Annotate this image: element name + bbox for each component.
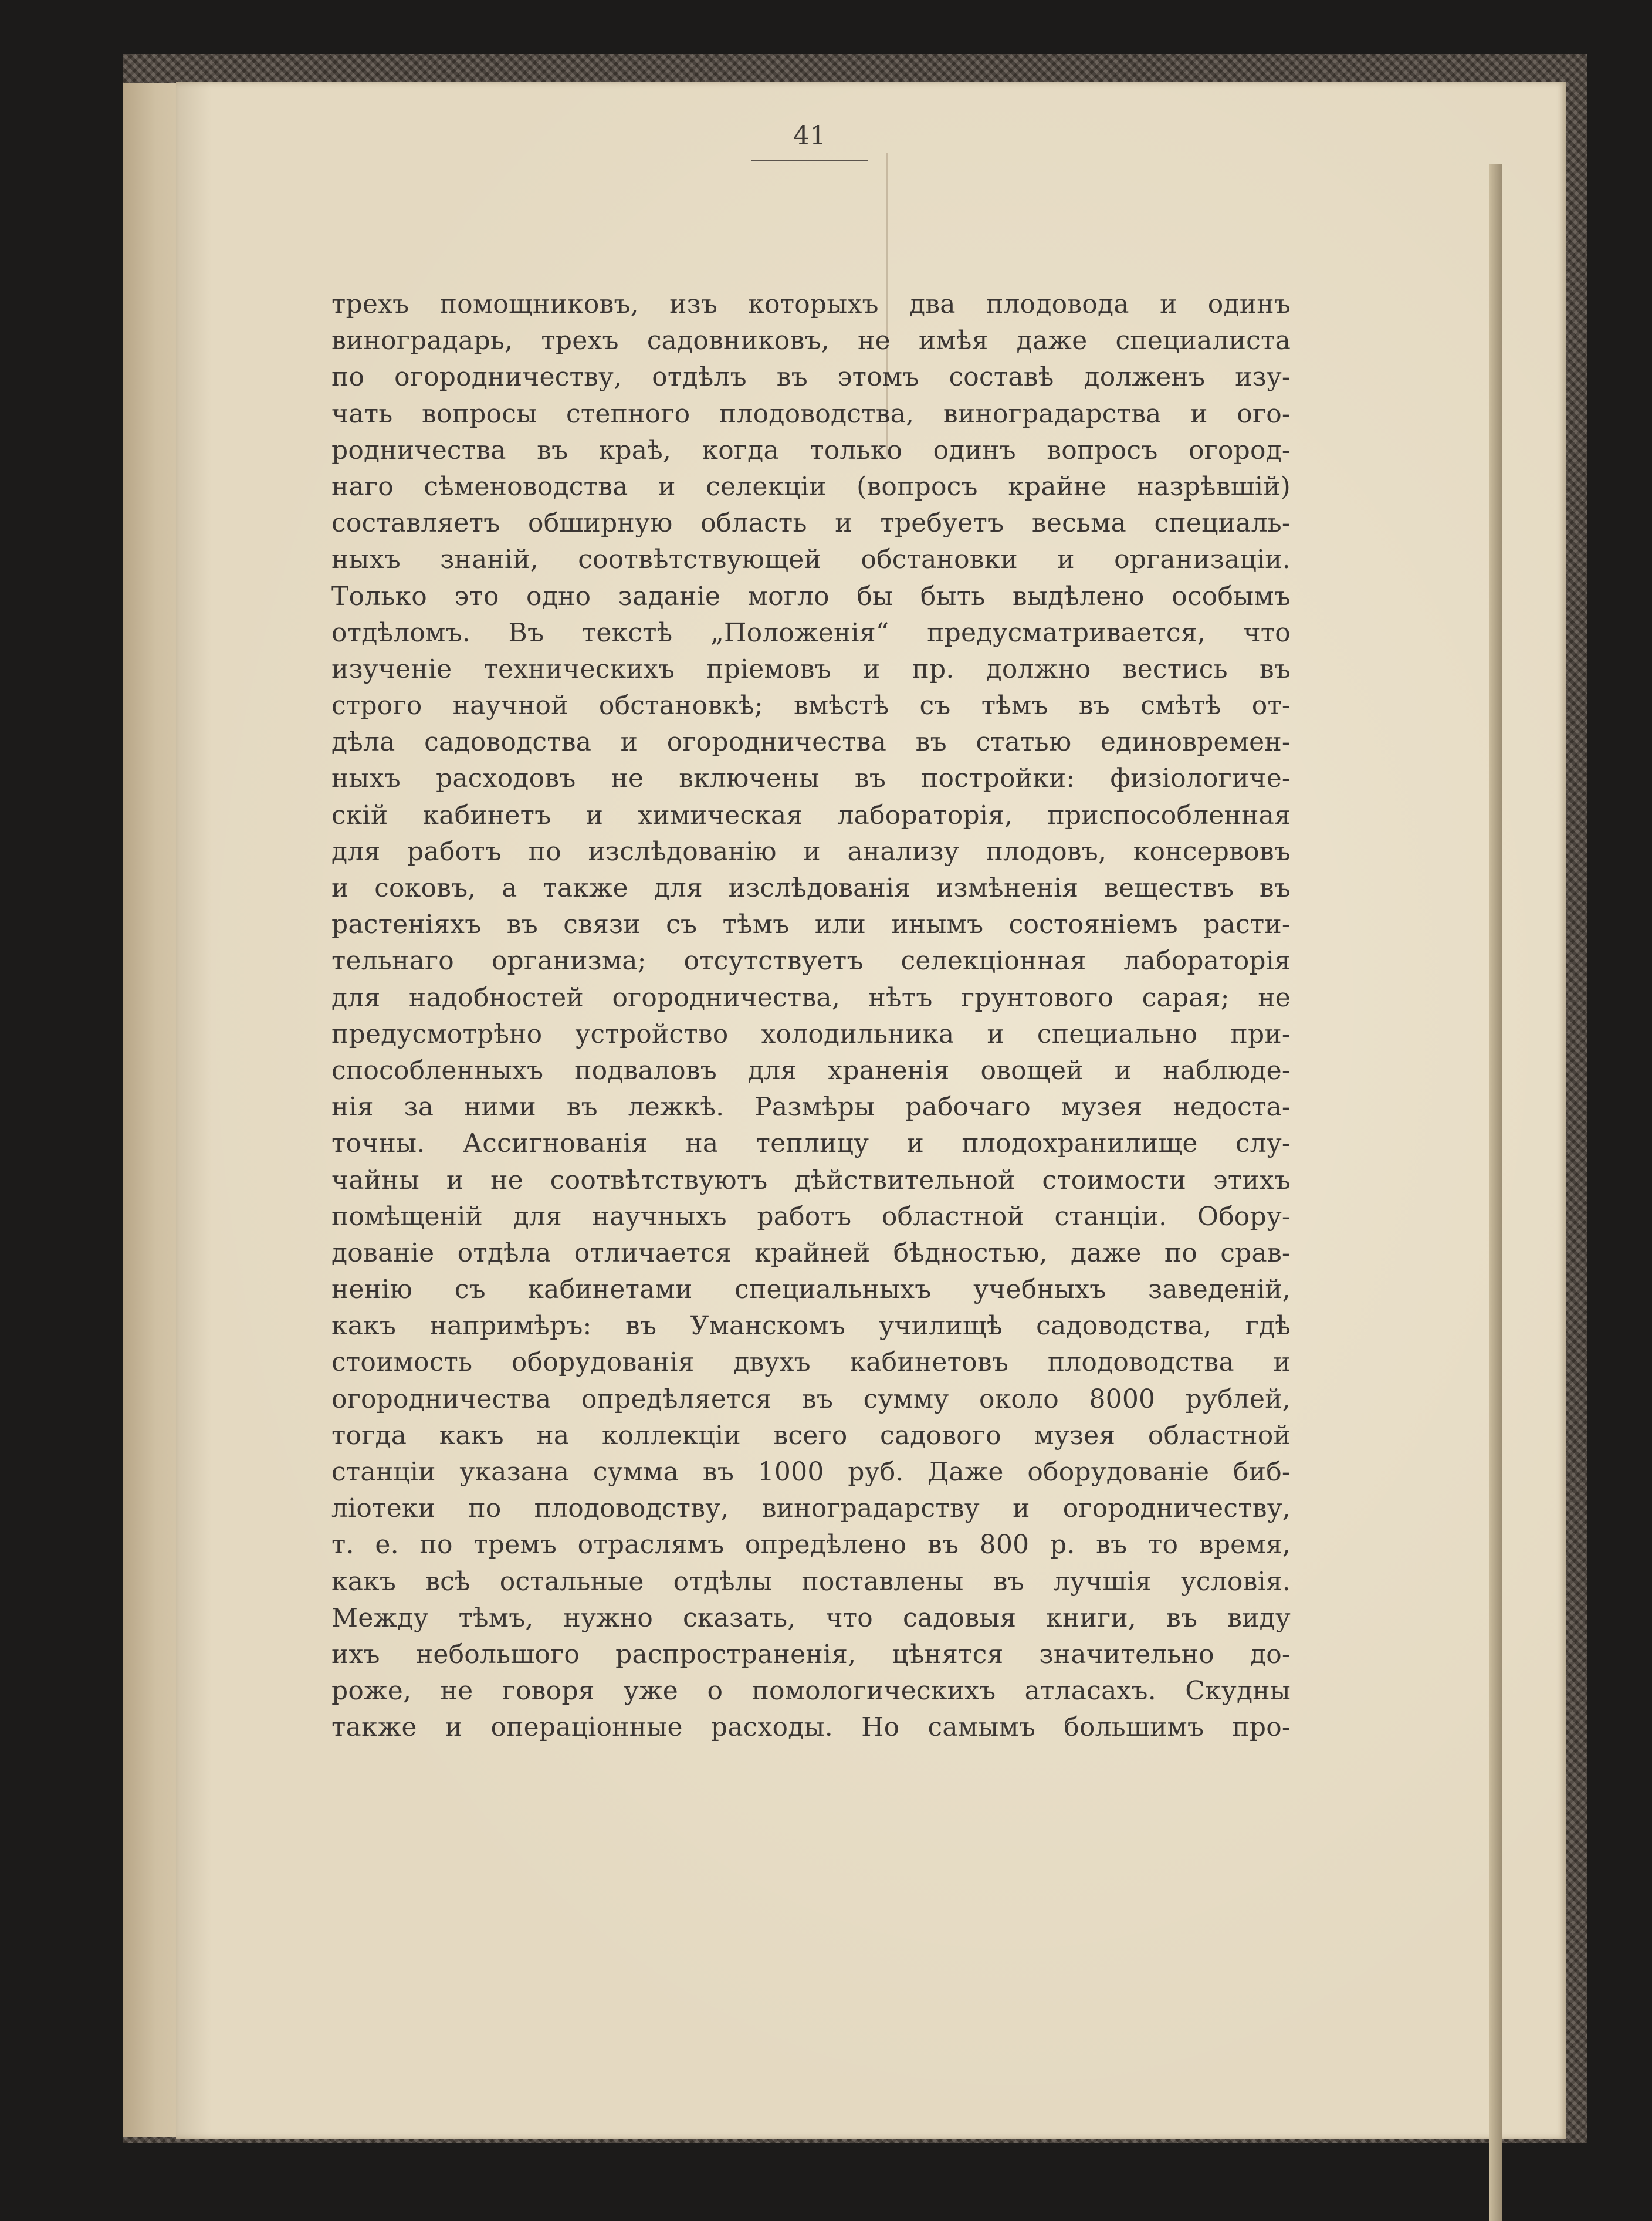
text-line: нія за ними въ лежкѣ. Размѣры рабочаго музея недоста- xyxy=(331,1092,1291,1123)
text-line: по огородничеству, отдѣлъ въ этомъ составѣ долженъ изу- xyxy=(331,362,1291,393)
text-line: стоимость оборудованія двухъ кабинетовъ плодоводства и xyxy=(331,1347,1291,1378)
text-line: предусмотрѣно устройство холодильника и специально при- xyxy=(331,1019,1291,1049)
text-line: для надобностей огородничества, нѣтъ грунтового сарая; не xyxy=(331,982,1291,1013)
text-line: трехъ помощниковъ, изъ которыхъ два плодовода и одинъ xyxy=(331,289,1291,319)
text-line: и соковъ, а также для изслѣдованія измѣненія веществъ въ xyxy=(331,873,1291,903)
text-line: ныхъ расходовъ не включены въ постройки: физіологиче- xyxy=(331,763,1291,794)
text-line: ихъ небольшого распространенія, цѣнятся значительно до- xyxy=(331,1639,1291,1669)
text-line: Между тѣмъ, нужно сказать, что садовыя книги, въ виду xyxy=(331,1603,1291,1633)
text-line: изученіе техническихъ пріемовъ и пр. должно вестись въ xyxy=(331,654,1291,684)
text-line: ненію съ кабинетами специальныхъ учебныхъ заведеній, xyxy=(331,1275,1291,1305)
text-line: родничества въ краѣ, когда только одинъ вопросъ огород- xyxy=(331,435,1291,465)
text-line: способленныхъ подваловъ для храненія овощей и наблюде- xyxy=(331,1055,1291,1086)
text-line: отдѣломъ. Въ текстѣ „Положенія“ предусматривается, что xyxy=(331,617,1291,648)
body-text xyxy=(331,286,1291,1746)
text-line: для работъ по изслѣдованію и анализу плодовъ, консервовъ xyxy=(331,836,1291,867)
text-line: тогда какъ на коллекціи всего садового музея областной xyxy=(331,1420,1291,1451)
text-line: наго сѣменоводства и селекціи (вопросъ крайне назрѣвшій) xyxy=(331,471,1291,502)
text-line: огородничества опредѣляется въ сумму около 8000 рублей, xyxy=(331,1384,1291,1414)
text-line: ныхъ знаній, соотвѣтствующей обстановки и организаціи. xyxy=(331,545,1291,575)
text-line: чать вопросы степного плодоводства, виноградарства и ого- xyxy=(331,398,1291,429)
text-line: составляетъ обширную область и требуетъ весьма специаль- xyxy=(331,508,1291,539)
text-line: строго научной обстановкѣ; вмѣстѣ съ тѣмъ въ смѣтѣ от- xyxy=(331,691,1291,721)
text-line: виноградарь, трехъ садовниковъ, не имѣя даже специалиста xyxy=(331,326,1291,356)
text-line: точны. Ассигнованія на теплицу и плодохранилище слу- xyxy=(331,1128,1291,1159)
page-number-rule xyxy=(751,160,868,161)
text-line: тельнаго организма; отсутствуетъ селекціонная лабораторія xyxy=(331,946,1291,976)
text-line: т. е. по тремъ отраслямъ опредѣлено въ 800 р. въ то время, xyxy=(331,1530,1291,1560)
text-line: также и операціонные расходы. Но самымъ большимъ про- xyxy=(331,1712,1291,1743)
page-right-edge xyxy=(1489,164,1502,2221)
text-line: станціи указана сумма въ 1000 руб. Даже оборудованіе биб- xyxy=(331,1457,1291,1487)
text-line: Только это одно заданіе могло бы быть выдѣлено особымъ xyxy=(331,581,1291,611)
text-line: роже, не говоря уже о помологическихъ атласахъ. Скудны xyxy=(331,1676,1291,1706)
page-number: 41 xyxy=(793,121,826,151)
text-line: ліотеки по плодоводству, виноградарству и огородничеству, xyxy=(331,1493,1291,1524)
text-line: какъ напримѣръ: въ Уманскомъ училищѣ садоводства, гдѣ xyxy=(331,1311,1291,1341)
text-line: чайны и не соотвѣтствуютъ дѣйствительной стоимости этихъ xyxy=(331,1165,1291,1195)
text-line: какъ всѣ остальные отдѣлы поставлены въ лучшія условія. xyxy=(331,1566,1291,1597)
text-line: помѣщеній для научныхъ работъ областной станціи. Обору- xyxy=(331,1201,1291,1232)
text-line: скій кабинетъ и химическая лабораторія, приспособленная xyxy=(331,800,1291,830)
text-line: растеніяхъ въ связи съ тѣмъ или инымъ состояніемъ расти- xyxy=(331,910,1291,940)
text-line: дованіе отдѣла отличается крайней бѣдностью, даже по срав- xyxy=(331,1238,1291,1268)
text-line: дѣла садоводства и огородничества въ статью единовремен- xyxy=(331,727,1291,758)
